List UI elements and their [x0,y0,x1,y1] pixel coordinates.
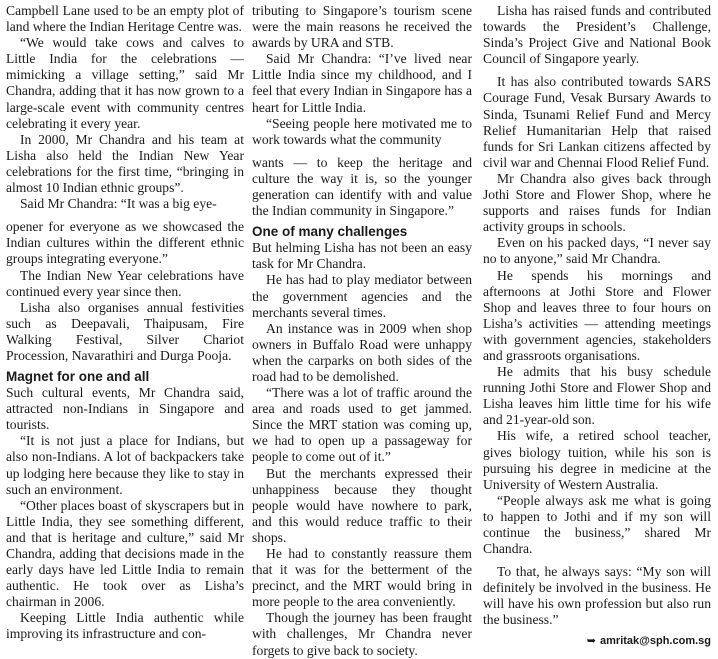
paragraph: Said Mr Chandra: “It was a big eye- [20,196,217,212]
paragraph: “We would take cows and calves to Little India for the celebrations — mimicking a village setting,” said Mr Chandra, adding that it has now grown to a large-scale event with community centres celebrating it every year. [6,35,244,131]
paragraph: He has had to play mediator between the government agencies and the merchants several times. [252,272,472,320]
paragraph: Such cultural events, Mr Chandra said, attracted non-Indians in Singapore and tourists. [6,385,244,433]
paragraph: Though the journey has been fraught with challenges, Mr Chandra never forgets to give back to society. [252,610,472,658]
paragraph: “There was a lot of traffic around the area and roads used to get jammed. Since the MRT station was coming up, we had to open up a passageway for people to come out of it.” [252,385,472,465]
paragraph: Mr Chandra also gives back through Jothi Store and Flower Shop, where he supports and raises funds for Indian activity groups in schools. [483,170,711,235]
section-heading: One of many challenges [252,224,408,240]
paragraph: It has also contributed towards SARS Courage Fund, Vesak Bursary Awards to Sinda, Tsunami Relief Fund and Mercy Relief Humanitarian Help that raised funds for Sri Lankan citizens affected by civil war and Chennai Flood Relief Fund. [483,74,711,170]
paragraph: tributing to Singapore’s tourism scene were the main reasons he received the awards by URA and STB. [252,3,472,51]
paragraph: But the merchants expressed their unhappiness because they thought people would have nowhere to park, and this would reduce traffic to their shops. [252,465,472,545]
article-column-2 [252,3,472,659]
paragraph: Lisha has raised funds and contributed towards the President’s Challenge, Sinda’s Project Give and National Book Council of Singapore yearly. [483,3,711,67]
paragraph: Keeping Little India authentic while improving its infrastructure and con- [6,610,244,642]
paragraph: In 2000, Mr Chandra and his team at Lisha also held the Indian New Year celebrations for the first time, “bringing in almost 10 Indian ethnic groups”. [6,131,244,196]
paragraph: The Indian New Year celebrations have continued every year since then. [6,267,244,299]
paragraph: He admits that his busy schedule running Jothi Store and Flower Shop and Lisha leaves him little time for his wife and 21-year-old son. [483,364,711,428]
author-email[interactable]: amritak@sph.com.sg [600,634,711,647]
paragraph: Even on his packed days, “I never say no to anyone,” said Mr Chandra. [483,235,711,267]
paragraph: He spends his mornings and afternoons at Jothi Store and Flower Shop and leaves three to four hours on Lisha’s activities — attending meetings with government agencies, stakeholders and grassroots organisations. [483,267,711,363]
article-column-3 [483,3,711,649]
paragraph: Campbell Lane used to be an empty plot of land where the Indian Heritage Centre was. [6,3,244,35]
paragraph: His wife, a retired school teacher, gives biology tuition, while his son is pursuing his degree in medicine at the University of Western Australia. [483,428,711,492]
paragraph: wants — to keep the heritage and culture the way it is, so the younger generation can identify with and value the Indian community in Singapore.” [252,154,472,219]
paragraph: But helming Lisha has not been an easy task for Mr Chandra. [252,240,472,272]
paragraph: opener for everyone as we showcased the Indian cultures within the different ethnic groups integrating everyone.” [6,219,244,267]
paragraph: “Other places boast of skyscrapers but in Little India, they see something different, and that is heritage and culture,” said Mr Chandra, adding that decisions made in the early days have led Little India to remain authentic. He took over as Lisha’s chairman in 2006. [6,497,244,610]
paragraph: To that, he always says: “My son will definitely be involved in the business. He will have his own profession but also run the business.” [483,564,711,628]
paragraph: An instance was in 2009 when shop owners in Buffalo Road were unhappy when the carparks on both sides of the road had to be demolished. [252,320,472,384]
paragraph: He had to constantly reassure them that it was for the betterment of the precinct, and the MRT would bring in more people to the area conveniently. [252,546,472,610]
paragraph: “Seeing people here motivated me to work towards what the community [252,115,472,147]
paragraph: Said Mr Chandra: “I’ve lived near Little India since my childhood, and I feel that every Indian in Singapore has a heart for Little India. [252,51,472,115]
paragraph: Lisha also organises annual festivities such as Deepavali, Thaipusam, Fire Walking Festival, Silver Chariot Procession, Navarathiri and Durga Pooja. [6,299,244,363]
paragraph: “People always ask me what is going to happen to Jothi and if my son will continue the business,” shared Mr Chandra. [483,492,711,557]
section-heading: Magnet for one and all [6,369,150,385]
paragraph: “It is not just a place for Indians, but also non-Indians. A lot of backpackers take up lodging here because they like to stay in such an environment. [6,433,244,497]
author-byline [483,633,711,649]
article-column-1 [6,3,244,643]
arrow-right-icon: ➥ [586,634,597,647]
